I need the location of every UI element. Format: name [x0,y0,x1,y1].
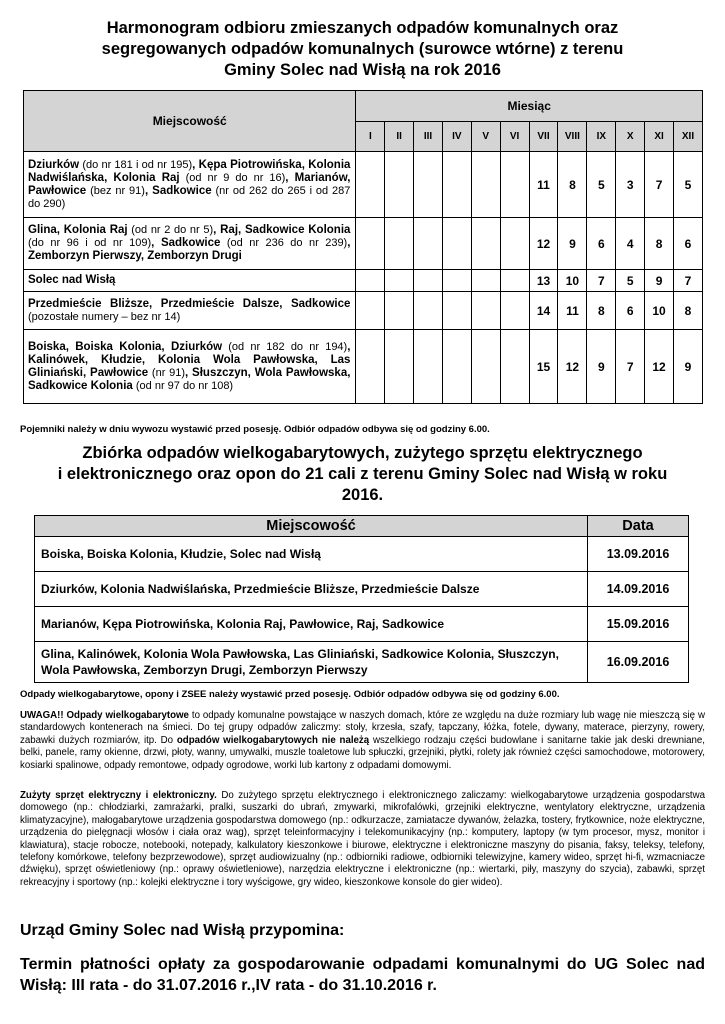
schedule-header-month: Miesiąc [356,91,703,122]
pickup-day: 7 [616,330,645,404]
schedule-note: Pojemniki należy w dniu wywozu wystawić przed posesję. Odbiór odpadów odbywa się od godziny 6.00. [20,424,490,435]
pickup-day [385,292,414,330]
bulky-header-date: Data [588,516,689,537]
schedule-row [24,218,703,270]
pickup-day [471,330,500,404]
pickup-day: 15 [529,330,558,404]
month-header: VIII [558,122,587,152]
pickup-day [471,292,500,330]
pickup-day [356,152,385,218]
pickup-day: 8 [645,218,674,270]
bulky-row-location: Dziurków, Kolonia Nadwiślańska, Przedmieście Bliższe, Przedmieście Dalsze [35,572,588,607]
month-header: VII [529,122,558,152]
pickup-day: 3 [616,152,645,218]
pickup-day [414,152,443,218]
pickup-day [414,292,443,330]
pickup-day [442,270,471,292]
pickup-day [471,270,500,292]
month-header: IV [442,122,471,152]
bulky-row-date: 15.09.2016 [588,607,689,642]
pickup-day: 9 [673,330,702,404]
bulky-row [35,537,689,572]
month-header: XI [645,122,674,152]
schedule-row-location: Solec nad Wisłą [24,270,356,292]
pickup-day: 10 [558,270,587,292]
pickup-day [356,270,385,292]
pickup-day [500,330,529,404]
pickup-day [356,218,385,270]
pickup-day [442,218,471,270]
pickup-day [500,292,529,330]
pickup-day [414,218,443,270]
pickup-day [442,330,471,404]
schedule-row-location: Dziurków (do nr 181 i od nr 195), Kępa Piotrowińska, Kolonia Nadwiślańska, Kolonia Raj (od nr 9 do nr 16), Marianów, Pawłowice (bez nr 91), Sadkowice (nr od 262 do 265 i od 287 do 290) [24,152,356,218]
schedule-row-location: Boiska, Boiska Kolonia, Dziurków (od nr 182 do nr 194), Kalinówek, Kłudzie, Kolonia Wola Pawłowska, Las Gliniański, Pawłowice (nr 91), Słuszczyn, Wola Pawłowska, Sadkowice Kolonia (od nr 97 do nr 108) [24,330,356,404]
pickup-day [385,218,414,270]
pickup-day [500,270,529,292]
pickup-day: 11 [529,152,558,218]
pickup-day: 13 [529,270,558,292]
pickup-day [385,330,414,404]
bulky-row [35,607,689,642]
month-header: X [616,122,645,152]
pickup-day: 5 [616,270,645,292]
bulky-table [34,515,689,683]
pickup-day: 7 [645,152,674,218]
pickup-day: 9 [558,218,587,270]
pickup-day [471,152,500,218]
bulky-row-date: 16.09.2016 [588,642,689,683]
month-header: XII [673,122,702,152]
bulky-note: Odpady wielkogabarytowe, opony i ZSEE należy wystawić przed posesję. Odbiór odpadów odbywa się od godziny 6.00. [20,689,560,700]
pickup-day: 9 [645,270,674,292]
schedule-title: Harmonogram odbioru zmieszanych odpadów komunalnych oraz segregowanych odpadów komunalnych (surowce wtórne) z terenu Gminy Solec nad Wisłą na rok 2016 [101,19,624,79]
schedule-row-location: Przedmieście Bliższe, Przedmieście Dalsze, Sadkowice (pozostałe numery – bez nr 14) [24,292,356,330]
pickup-day: 10 [645,292,674,330]
payment-deadline: Termin płatności opłaty za gospodarowanie odpadami komunalnymi do UG Solec nad Wisłą: III rata - do 31.07.2016 r.,IV rata - do 31.10.2016 r. [20,956,705,994]
schedule-row [24,330,703,404]
schedule-row [24,270,703,292]
pickup-day: 8 [587,292,616,330]
pickup-day [442,152,471,218]
pickup-day [356,292,385,330]
bulky-title: Zbiórka odpadów wielkogabarytowych, zużytego sprzętu elektrycznego i elektronicznego oraz opon do 21 cali z terenu Gminy Solec nad Wisłą w roku 2016. [57,444,668,504]
pickup-day: 6 [616,292,645,330]
pickup-day: 4 [616,218,645,270]
bulky-row-date: 14.09.2016 [588,572,689,607]
pickup-day [414,270,443,292]
schedule-header-location: Miejscowość [24,91,356,152]
pickup-day: 12 [558,330,587,404]
pickup-day: 5 [673,152,702,218]
bulky-header-location: Miejscowość [35,516,588,537]
pickup-day: 11 [558,292,587,330]
reminder-heading: Urząd Gminy Solec nad Wisłą przypomina: [20,922,345,939]
bulky-waste-info: UWAGA!! Odpady wielkogabarytowe to odpady komunalne powstające w naszych domach, które ze względu na duże rozmiary lub wagę nie mieszczą się w standardowych kontenerach na śmieci. Do tej grupy odpadów zaliczmy: stoły, krzesła, szafy, tapczany, łóżka, fotele, dywany, materace, pierzyny, rowery, zabawki dużych rozmiarów, itp. Do odpadów wielkogabarytowych nie należą wszelkiego rodzaju części budowlane i sanitarne takie jak deski drewniane, belki, panele, ramy okienne, drzwi, płoty, wanny, umywalki, muszle toaletowe lub spłuczki, grzejniki, płytki, rolety jak również części samochodowe, motorowery, kosiarki spalinowe, odpady remontowe, odpady ogrodowe, worki lub kartony z odpadami domowymi. [20,710,705,771]
schedule-row [24,152,703,218]
schedule-row [24,292,703,330]
month-header: III [414,122,443,152]
bulky-row [35,572,689,607]
pickup-day: 5 [587,152,616,218]
pickup-day [500,152,529,218]
pickup-day: 7 [587,270,616,292]
pickup-day: 6 [673,218,702,270]
month-header: II [385,122,414,152]
schedule-row-location: Glina, Kolonia Raj (od nr 2 do nr 5), Raj, Sadkowice Kolonia (do nr 96 i od nr 109), Sadkowice (od nr 236 do nr 239), Zemborzyn Pierwszy, Zemborzyn Drugi [24,218,356,270]
pickup-day [385,152,414,218]
pickup-day: 14 [529,292,558,330]
pickup-day: 12 [529,218,558,270]
schedule-table [23,90,703,404]
pickup-day: 12 [645,330,674,404]
bulky-row [35,642,689,683]
bulky-row-date: 13.09.2016 [588,537,689,572]
bulky-row-location: Marianów, Kępa Piotrowińska, Kolonia Raj, Pawłowice, Raj, Sadkowice [35,607,588,642]
pickup-day [442,292,471,330]
pickup-day [385,270,414,292]
pickup-day [471,218,500,270]
pickup-day [356,330,385,404]
electronics-info: Zużyty sprzęt elektryczny i elektroniczny. Do zużytego sprzętu elektrycznego i elektronicznego zaliczamy: wielkogabarytowe urządzenia gospodarstwa domowego (np.: chłodziarki, zamrażarki, pralki, suszarki do ubrań, zmywarki, mikrofalówki, grzejniki elektryczne, wentylatory elektryczne, urządzenia klimatyzacyjne), małogabarytowe urządzenia gospodarstwa domowego (np.: odkurzacze, zamiatacze dywanów, żelazka, tostery, frytkownice, noże elektryczne, urządzenia do pielęgnacji włosów i ciała oraz wag), sprzęt teleinformacyjny i telekomunikacyjny (np.: komputery, laptopy (w tym procesor, mysz, monitor i klawiatura), stacje robocze, notebooki, notepady, kalkulatory kieszonkowe i biurowe, elektryczne i elektroniczne maszyny do pisania, faksy, teleksy, telefony, telefony komórkowe, telefony bezprzewodowe), sprzęt audiowizualny (np.: odbiorniki radiowe, odbiorniki telewizyjne, kamery wideo, sprzęt hi-fi, wzmacniacze dźwięku), sprzęt oświetleniowy (np.: oprawy oświetleniowe), narzędzia elektryczne i elektroniczne (np.: wiertarki, piły, maszyny do szycia), zabawki, sprzęt rekreacyjny i sportowy (np.: kolejki elektryczne i tory wyścigowe, gry wideo, kieszonkowe konsole do gier wideo). [20,790,705,888]
pickup-day: 8 [673,292,702,330]
month-header: I [356,122,385,152]
month-header: V [471,122,500,152]
pickup-day [500,218,529,270]
pickup-day: 9 [587,330,616,404]
month-header: VI [500,122,529,152]
pickup-day: 8 [558,152,587,218]
pickup-day: 7 [673,270,702,292]
pickup-day: 6 [587,218,616,270]
pickup-day [414,330,443,404]
month-header: IX [587,122,616,152]
bulky-row-location: Glina, Kalinówek, Kolonia Wola Pawłowska, Las Gliniański, Sadkowice Kolonia, Słuszczyn, Wola Pawłowska, Zemborzyn Drugi, Zemborzyn Pierwszy [35,642,588,683]
bulky-row-location: Boiska, Boiska Kolonia, Kłudzie, Solec nad Wisłą [35,537,588,572]
